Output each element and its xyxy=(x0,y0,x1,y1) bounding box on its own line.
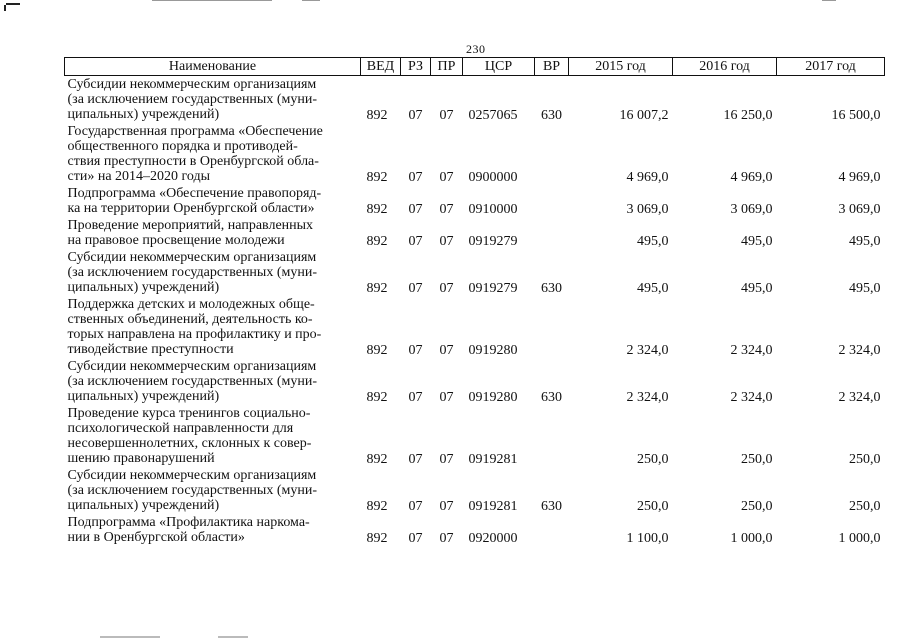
header-2016: 2016 год xyxy=(673,58,777,76)
table-row xyxy=(65,123,885,185)
row-rz: 07 xyxy=(408,343,423,358)
row-name: Поддержка детских и молодежных обще- ственных объединений, деятельность ко- торых направлена на профилактику и про- тиводействие преступности xyxy=(67,297,322,357)
row-ved: 892 xyxy=(366,499,388,514)
table-row xyxy=(65,405,885,467)
row-csr: 0900000 xyxy=(468,170,518,185)
row-vr xyxy=(535,217,569,249)
row-2015: 1 100,0 xyxy=(626,531,669,546)
row-ved: 892 xyxy=(366,452,388,467)
row-2016: 250,0 xyxy=(741,499,773,514)
scan-mark-bottom-1 xyxy=(100,636,160,638)
row-2016: 495,0 xyxy=(741,234,773,249)
row-csr: 0919281 xyxy=(468,452,518,467)
budget-table xyxy=(64,57,885,546)
row-2017: 16 500,0 xyxy=(831,108,881,123)
row-vr xyxy=(535,514,569,546)
row-vr: 630 xyxy=(541,499,562,514)
row-2017: 2 324,0 xyxy=(838,390,881,405)
row-vr xyxy=(535,296,569,358)
table-row xyxy=(65,467,885,514)
row-rz: 07 xyxy=(408,281,423,296)
row-pr: 07 xyxy=(439,202,454,217)
header-name: Наименование xyxy=(65,58,361,76)
table-row xyxy=(65,296,885,358)
row-name: Субсидии некоммерческим организациям (за исключением государственных (муни- ципальных) учреждений) xyxy=(67,77,317,122)
scan-mark-bottom-2 xyxy=(218,636,248,638)
row-pr: 07 xyxy=(439,170,454,185)
row-rz: 07 xyxy=(408,390,423,405)
table-row xyxy=(65,185,885,217)
row-2016: 2 324,0 xyxy=(730,343,773,358)
row-2017: 495,0 xyxy=(849,234,881,249)
table-row xyxy=(65,249,885,296)
row-2016: 3 069,0 xyxy=(730,202,773,217)
row-2017: 2 324,0 xyxy=(838,343,881,358)
row-rz: 07 xyxy=(408,234,423,249)
row-vr xyxy=(535,405,569,467)
header-2017: 2017 год xyxy=(777,58,885,76)
row-name: Подпрограмма «Обеспечение правопоряд- ка на территории Оренбургской области» xyxy=(67,186,322,216)
row-name: Субсидии некоммерческим организациям (за исключением государственных (муни- ципальных) учреждений) xyxy=(67,359,317,404)
row-ved: 892 xyxy=(366,202,388,217)
row-ved: 892 xyxy=(366,281,388,296)
header-pr: ПР xyxy=(431,58,463,76)
row-rz: 07 xyxy=(408,170,423,185)
row-rz: 07 xyxy=(408,499,423,514)
row-vr: 630 xyxy=(541,281,562,296)
row-ved: 892 xyxy=(366,531,388,546)
row-2017: 1 000,0 xyxy=(838,531,881,546)
row-2017: 250,0 xyxy=(849,452,881,467)
table-header-row xyxy=(65,58,885,76)
row-pr: 07 xyxy=(439,281,454,296)
row-csr: 0919280 xyxy=(468,390,518,405)
page-number: 230 xyxy=(466,42,486,56)
row-2015: 2 324,0 xyxy=(626,343,669,358)
row-2017: 4 969,0 xyxy=(838,170,881,185)
row-2016: 4 969,0 xyxy=(730,170,773,185)
table-row xyxy=(65,217,885,249)
scan-mark-top-left-tail xyxy=(4,5,6,11)
row-name: Подпрограмма «Профилактика наркома- нии в Оренбургской области» xyxy=(67,515,310,545)
row-ved: 892 xyxy=(366,234,388,249)
row-name: Субсидии некоммерческим организациям (за исключением государственных (муни- ципальных) учреждений) xyxy=(67,468,317,513)
row-2017: 250,0 xyxy=(849,499,881,514)
row-2015: 495,0 xyxy=(637,234,669,249)
header-vr: ВР xyxy=(535,58,569,76)
row-vr xyxy=(535,185,569,217)
row-2015: 250,0 xyxy=(637,499,669,514)
row-2016: 16 250,0 xyxy=(723,108,773,123)
row-name: Проведение мероприятий, направленных на правовое просвещение молодежи xyxy=(67,218,314,248)
row-csr: 0919279 xyxy=(468,281,518,296)
row-2015: 3 069,0 xyxy=(626,202,669,217)
row-csr: 0919279 xyxy=(468,234,518,249)
header-2015: 2015 год xyxy=(569,58,673,76)
header-csr: ЦСР xyxy=(463,58,535,76)
row-csr: 0919280 xyxy=(468,343,518,358)
row-pr: 07 xyxy=(439,390,454,405)
row-2016: 250,0 xyxy=(741,452,773,467)
row-rz: 07 xyxy=(408,452,423,467)
table-row xyxy=(65,76,885,124)
row-2015: 2 324,0 xyxy=(626,390,669,405)
row-2016: 2 324,0 xyxy=(730,390,773,405)
row-ved: 892 xyxy=(366,343,388,358)
row-rz: 07 xyxy=(408,202,423,217)
row-csr: 0919281 xyxy=(468,499,518,514)
row-2017: 3 069,0 xyxy=(838,202,881,217)
row-csr: 0920000 xyxy=(468,531,518,546)
row-pr: 07 xyxy=(439,343,454,358)
row-name: Государственная программа «Обеспечение общественного порядка и противодей- ствия преступности в Оренбургской обла- сти» на 2014–2020 годы xyxy=(67,124,323,184)
row-csr: 0910000 xyxy=(468,202,518,217)
row-2016: 495,0 xyxy=(741,281,773,296)
scan-mark-top-right xyxy=(822,0,836,1)
row-csr: 0257065 xyxy=(468,108,518,123)
row-rz: 07 xyxy=(408,531,423,546)
row-pr: 07 xyxy=(439,452,454,467)
row-pr: 07 xyxy=(439,234,454,249)
row-2015: 495,0 xyxy=(637,281,669,296)
row-pr: 07 xyxy=(439,499,454,514)
row-name: Субсидии некоммерческим организациям (за исключением государственных (муни- ципальных) учреждений) xyxy=(67,250,317,295)
header-ved: ВЕД xyxy=(361,58,401,76)
row-rz: 07 xyxy=(408,108,423,123)
row-vr: 630 xyxy=(541,108,562,123)
row-pr: 07 xyxy=(439,531,454,546)
row-pr: 07 xyxy=(439,108,454,123)
scan-mark-top-left xyxy=(6,3,20,5)
row-name: Проведение курса тренингов социально- психологической направленности для несовершеннолетних, склонных к совер- шению правонарушений xyxy=(67,406,312,466)
row-ved: 892 xyxy=(366,390,388,405)
scan-mark-top-1 xyxy=(152,0,272,1)
row-2015: 16 007,2 xyxy=(619,108,669,123)
row-vr xyxy=(535,123,569,185)
row-2015: 4 969,0 xyxy=(626,170,669,185)
row-vr: 630 xyxy=(541,390,562,405)
row-2015: 250,0 xyxy=(637,452,669,467)
table-row xyxy=(65,514,885,546)
row-ved: 892 xyxy=(366,170,388,185)
row-ved: 892 xyxy=(366,108,388,123)
row-2016: 1 000,0 xyxy=(730,531,773,546)
scan-mark-top-2 xyxy=(302,0,320,1)
header-rz: РЗ xyxy=(401,58,431,76)
row-2017: 495,0 xyxy=(849,281,881,296)
table-row xyxy=(65,358,885,405)
